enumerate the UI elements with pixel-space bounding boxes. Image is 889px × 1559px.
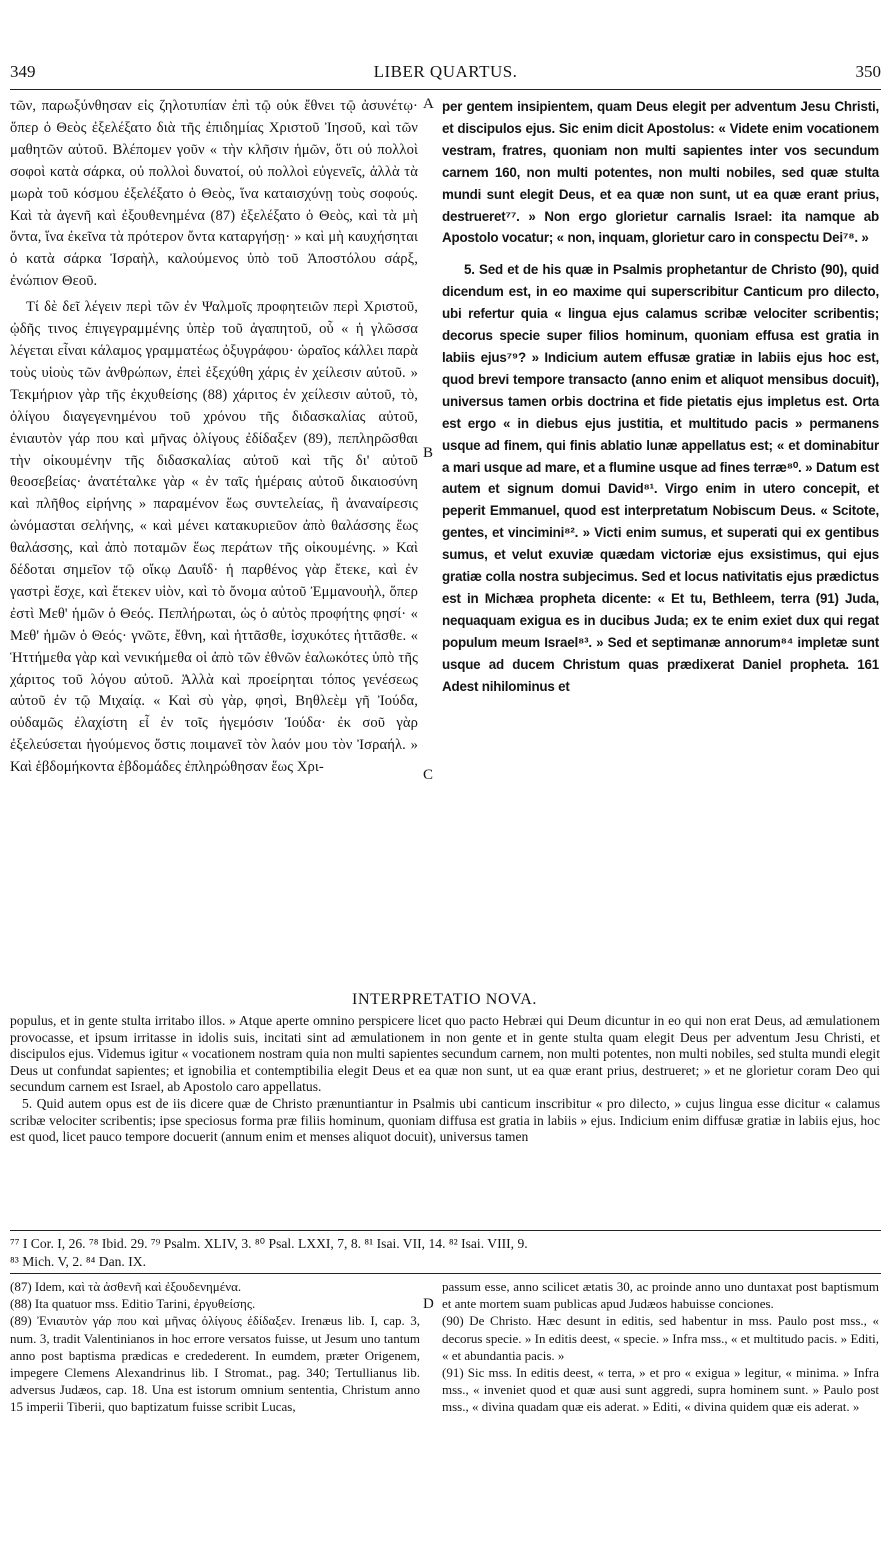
footnote: passum esse, anno scilicet ætatis 30, ac proinde anno uno duntaxat post baptismum et ante mortem suam publicas apud Judæos habuisse conciones. — [442, 1279, 879, 1312]
scripture-references — [10, 1235, 880, 1271]
interpretatio-paragraph: 5. Quid autem opus est de iis dicere quæ de Christo prænuntiantur in Psalmis ubi canticum inscribitur « pro dilecto, » cujus lingua esse dicitur « calamus scribæ velociter scribentis; ipse speciosus forma præ filiis hominum, quoniam diffusa est gratia in labiis » ejus. Indicium enim diffusæ gratiæ in labiis ejus, hoc est quod, licet pauco tempore docuerit (annum enim et menses aliquot docuit), universus tamen — [10, 1095, 880, 1145]
margin-marker-d: D — [423, 1296, 434, 1312]
footnote: (88) Ita quatuor mss. Editio Tarini, ἐργυθείσης. — [10, 1296, 256, 1312]
footnote: (89) Ἐνιαυτὸν γάρ που καὶ μῆνας ὀλίγους ἐδίδαξεν. Irenæus lib. I, cap. 3, num. 3, tradit Valentinianos in hoc errore versatos fuisse, ut Jesum uno tantum anno post baptisma prædicas e credederent. In eumdem, præter Origenem, impegere Clemens Alexandrinus lib. I Stromat., pag. 340; Tertullianus lib. adversus Judæos, cap. 18. Una est istorum omnium sententia, Christum anno 15 imperii Tiberii, quo baptizatum fuisse scribit Lucas, — [10, 1313, 420, 1415]
reference-line: ⁸³ Mich. V, 2. ⁸⁴ Dan. IX. — [10, 1254, 146, 1269]
greek-paragraph: τῶν, παρωξύνθησαν εἰς ζηλοτυπίαν ἐπὶ τῷ οὐκ ἔθνει τῷ ἀσυνέτῳ· ὅπερ ὁ Θεὸς ἐξελέξατο διὰ τῆς ἐπιδημίας Χριστοῦ Ἰησοῦ, καὶ τῶν μαθητῶν αὐτοῦ. Βλέπομεν γοῦν « τὴν κλῆσιν ἡμῶν, ὅτι οὐ πολλοὶ σοφοὶ κατὰ σάρκα, οὐ πολλοὶ δυνατοί, οὐ πολλοὶ εὐγενεῖς, ἀλλὰ τὰ μωρὰ τοῦ κόσμου ἐξελέξατο ὁ Θεὸς, ἵνα καταισχύνῃ τοὺς σοφούς. Καὶ τὰ ἀγενῆ καὶ ἐξουθενημένα (87) ἐξελέξατο ὁ Θεὸς, καὶ τὰ μὴ ὄντα, ἵνα ἐκεῖνα τὰ πρότερον ὄντα καταργήσῃ· » καὶ μὴ καυχήσηται ὁ κατὰ σάρκα Ἰσραὴλ, καλούμενος ὑπὸ τοῦ Ἀποστόλου σάρξ, ἐνώπιον Θεοῦ. — [10, 98, 418, 290]
running-header — [10, 62, 881, 86]
margin-marker-c: C — [423, 767, 434, 783]
interpretatio-text — [10, 1013, 880, 1146]
notes-rule — [10, 1273, 881, 1274]
page-number-right: 350 — [855, 62, 881, 81]
latin-paragraph: per gentem insipientem, quam Deus elegit per adventum Jesu Christi, et discipulos ejus. Sic enim dicit Apostolus: « Videte enim vocationem vestram, fratres, quoniam non multi sapientes inter vos secundum carnem 160, non multi potentes, non multi nobiles, sed quæ stulta mundi sunt elegit Deus, et ea quæ non sunt, ut ea quæ erant prius, destrueret⁷⁷. » Non ergo glorietur carnalis Israel: ita namque ab Apostolo vocatur; « non, inquam, glorietur caro in conspectu Dei⁷⁸. » — [442, 99, 879, 246]
reference-line: ⁷⁷ I Cor. I, 26. ⁷⁸ Ibid. 29. ⁷⁹ Psalm. XLIV, 3. ⁸⁰ Psal. LXXI, 7, 8. ⁸¹ Isai. VII, 14. ⁸² Isai. VIII, 9. — [10, 1236, 528, 1251]
page-title: LIBER QUARTUS. — [373, 62, 518, 81]
page-number-left: 349 — [10, 62, 36, 81]
footnote: (87) Idem, καὶ τὰ ἀσθενῆ καὶ ἐξουδενημένα. — [10, 1279, 242, 1294]
latin-column — [442, 96, 879, 697]
greek-column — [10, 96, 418, 779]
footnotes-right — [442, 1278, 879, 1416]
margin-marker-b: B — [423, 445, 434, 461]
footnote: (90) De Christo. Hæc desunt in editis, sed habentur in mss. Paulo post mss., « decorus specie. » In editis deest, « specie. » Infra mss., « et multitudo pacis. » Editi, « et abundantia pacis. » — [442, 1313, 879, 1363]
header-rule — [10, 89, 881, 90]
margin-marker-a: A — [423, 96, 434, 112]
footnotes-left — [10, 1278, 420, 1416]
latin-paragraph: 5. Sed et de his quæ in Psalmis prophetantur de Christo (90), quid dicendum est, in eo maxime qui superscribitur Canticum pro dilecto, ubi refertur quia « lingua ejus calamus scribæ velociter scribentis; decorus specie super filios hominum, quoniam effusa est gratia in labiis ejus⁷⁹? » Indicium autem effusæ gratiæ in labiis ejus hoc est, quod brevi tempore transacto (anno enim et aliquot mensibus docuit), universus tamen orbis doctrina et fide pietatis ejus impletus est. Orta est ergo « in diebus ejus justitia, et multitudo pacis » permanens usque ad finem, qui finis ablatio lunæ appellatus est; « et dominabitur a mari usque ad mare, et a flumine usque ad fines terræ⁸⁰. » Datum est autem et signum domui David⁸¹. Virgo enim in utero concepit, et peperit Emmanuel, quod est interpretatum Nobiscum Deus. « Scitote, gentes, et vincimini⁸². » Victi enim sumus, et superati qui ex gentibus sumus, et velut exuviæ quædam victoriæ ejus exsistimus, qui ejus gratiæ colla nostra subjecimus. Sed et locus nativitatis ejus prædictus est in Michæa propheta dicente: « Et tu, Bethleem, terra (91) Juda, nequaquam exigua es in ducibus Juda; ex te enim exiet dux qui regat populum meum Israel⁸³. » Sed et septimanæ annorum⁸⁴ impletæ sunt usque ad ducem Christum quas prædixerat Daniel propheta. 161 Adest nihilominus et — [442, 262, 879, 694]
interpretatio-paragraph: populus, et in gente stulta irritabo illos. » Atque aperte omnino perspicere licet quo pacto Hebræi qui Deum dicuntur in eo qui non erat Deus, ad æmulationem provocasse, et ipsum irritasse in idolis suis, incitati sint ad æmulationem in non gente et in gente stulta quam elegit Deus per adventum Jesu Christi, et discipulos ejus. Videmus igitur « vocationem nostram quia non multi sapientes secundum carnem, non multi potentes, non multi nobiles, sed stulta mundi elegit Deus ut confundat sapientes; et ignobilia et contemptibilia elegit Deus et ea quæ non sunt, ut ea quæ erant prius, destrueret; » et ne glorietur coram Deo qui secundum carnem est Israel, ab Apostolo caro appellatus. — [10, 1013, 880, 1095]
references-rule — [10, 1230, 881, 1231]
footnote: (91) Sic mss. In editis deest, « terra, » et pro « exigua » legitur, « minima. » Infra mss., « inveniet quod et quæ ausi sunt aggredi, supra hominem sunt. » Paulo post mss., « divina quadam quæ eis aderat. » Editi, « divina quidem quæ eis aderat. » — [442, 1365, 879, 1415]
interpretatio-heading: INTERPRETATIO NOVA. — [352, 991, 537, 1008]
greek-paragraph: Τί δὲ δεῖ λέγειν περὶ τῶν ἐν Ψαλμοῖς προφητειῶν περὶ Χριστοῦ, ᾠδῆς τινος ἐπιγεγραμμένης ὑπὲρ τοῦ ἀγαπητοῦ, οὗ « ἡ γλῶσσα λέγεται εἶναι κάλαμος γραμματέως ὀξυγράφου· ὡραῖος κάλλει παρὰ τοὺς υἱοὺς τῶν ἀνθρώπων, ἐπεὶ ἐξεχύθη χάρις ἐν χείλεσιν αὐτοῦ. » Τεκμήριον γὰρ τῆς ἐκχυθείσης (88) χάριτος ἐν χείλεσιν αὐτοῦ, τὸ, ὀλίγου διαγεγενημένου τοῦ χρόνου τῆς διδασκαλίας αὐτοῦ, ἐνιαυτὸν γάρ που καὶ μῆνας ὀλίγους ἐδίδαξεν (89), πεπληρῶσθαι τὴν οἰκουμένην τῆς διδασκαλίας αὐτοῦ καὶ τῆς δι' αὐτοῦ θεοσεβείας· ἀνατέταλκε γὰρ « ἐν ταῖς ἡμέραις αὐτοῦ δικαιοσύνη καὶ πλῆθος εἰρήνης » παραμένον ἕως συντελείας, ἣ ἀναναίρεσις ὠνόμασται σελήνης, « καὶ μένει κατακυριεῦον ἀπὸ θαλάσσης ἕως θαλάσσης, καὶ ἀπὸ ποταμῶν ἕως περάτων τῆς οἰκουμένης. » Καὶ δέδοται σημεῖον τῷ οἴκῳ Δαυΐδ· ἡ παρθένος γὰρ ἔτεκε, καὶ ἐν γαστρὶ ἔσχε, καὶ ἔτεκεν υἱὸν, καὶ τὸ ὄνομα αὐτοῦ Ἐμμανουὴλ, ὅπερ ἐστὶ Μεθ' ἡμῶν ὁ Θεός. Πεπλήρωται, ὡς ὁ αὐτὸς προφήτης φησί· « Μεθ' ἡμῶν ὁ Θεός· γνῶτε, ἔθνη, καὶ ἡττᾶσθε, ἰσχυκότες ἡττᾶσθε. « Ἡττήμεθα γὰρ καὶ νενικήμεθα οἱ ἀπὸ τῶν ἐθνῶν ἑαλωκότες ὑπὸ τῆς χάριτος τοῦ λόγου αὐτοῦ. Ἀλλὰ καὶ προείρηται τόπος γενέσεως αὐτοῦ ἐν τῷ Μιχαίᾳ. « Καὶ σὺ γὰρ, φησὶ, Βηθλεὲμ γῆ Ἰούδα, οὐδαμῶς ἐλαχίστη εἶ ἐν τοῖς ἡγεμόσιν Ἰούδα· ἐκ σοῦ γὰρ ἐξελεύσεται ἡγούμενος ὅστις ποιμανεῖ τὸν λαόν μου τὸν Ἰσραήλ. » Καὶ ἑβδομήκοντα ἑβδομάδες ἐπληρώθησαν ἕως Χρι- — [10, 299, 418, 776]
